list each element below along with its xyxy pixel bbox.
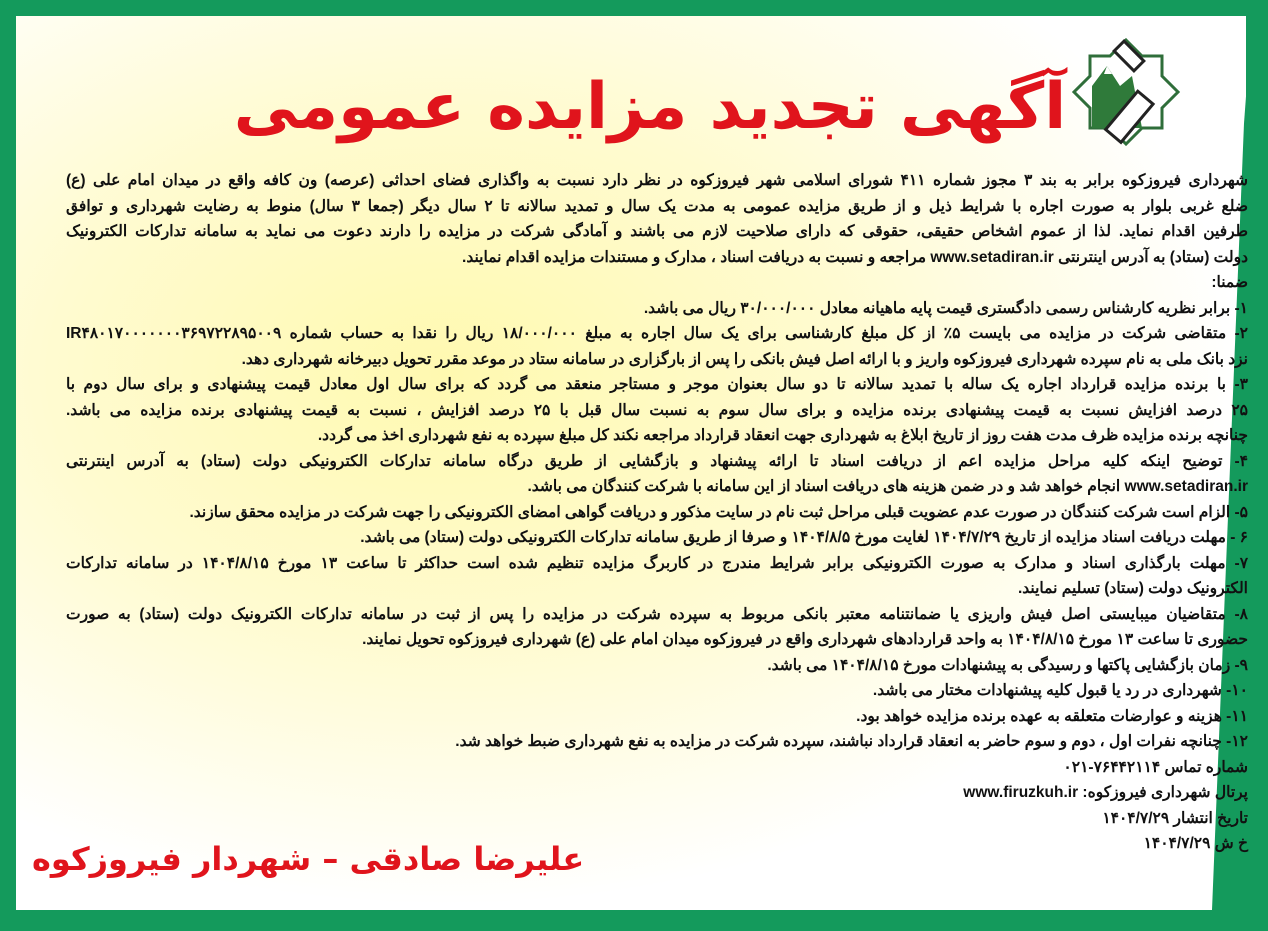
notice-line: چنانچه برنده مزایده ظرف مدت هفت روز از تاریخ ابلاغ به شهرداری جهت انعقاد قرارداد مراجعه نکند کل مبلغ سپرده به نفع شهرداری اخذ می گردد. [317,427,1248,444]
notice-line: ۷- مهلت بارگذاری اسناد و مدارک به صورت الکترونیکی برابر شرایط مندرج در کاربرگ مزایده تنظیم شده است حداکثر تا ساعت ۱۳ مورخ ۱۴۰۴/۸/۱۵ در سامانه تدارکات [66,554,1249,572]
notice-line: ۸- متقاضیان میبایستی اصل فیش واریزی یا ضمانتنامه معتبر بانکی مربوط به سپرده شرکت در مزایده را پس از ثبت در سامانه تدارکات الکترونیک دولت (ستاد) به صورت [66,605,1248,623]
notice-line: نزد بانک ملی به نام سپرده شهرداری فیروزکوه واریز و با ارائه اصل فیش بانکی را پس از بارگزاری در سامانه ستاد در موعد مقرر تحویل دبیرخانه شهرداری دهد. [241,350,1248,368]
notice-line: دولت (ستاد) به آدرس اینترنتی www.setadiran.ir مراجعه و نسبت به دریافت اسناد ، مدارک و مستندات مزایده اقدام نمایند. [462,248,1248,266]
notice-line: ۱۲- چنانچه نفرات اول ، دوم و سوم حاضر به انعقاد قرارداد نباشند، سپرده شرکت در مزایده به نفع شهرداری ضبط خواهد شد. [455,733,1248,750]
notice-line: ۶ - مهلت دریافت اسناد مزایده از تاریخ ۱۴۰۴/۷/۲۹ لغایت مورخ ۱۴۰۴/۸/۵ و صرفا از طریق سامانه تدارکات الکترونیکی دولت (ستاد) می باشد. [360,529,1248,546]
notice-line: ۵- الزام است شرکت کنندگان در صورت عدم عضویت قبلی مراحل ثبت نام در سایت مذکور و دریافت گواهی امضای الکترونیکی را جهت شرکت در مزایده محقق سازند. [189,503,1248,521]
notice-line: پرتال شهرداری فیروزکوه: www.firuzkuh.ir [963,784,1248,801]
notice-line: www.setadiran.ir انجام خواهد شد و در ضمن هزینه های دریافت اسناد از این سامانه با شرکت کنندگان می باشد. [527,478,1248,495]
notice-line: ۹- زمان بازگشایی پاکتها و رسیدگی به پیشنهادات مورخ ۱۴۰۴/۸/۱۵ می باشد. [767,656,1248,674]
notice-line: شهرداری فیروزکوه برابر به بند ۳ مجوز شماره ۴۱۱ شورای اسلامی شهر فیروزکوه در نظر دارد نسبت به واگذاری فضای احداثی (عرصه) ون کافه واقع در میدان امام علی (ع) [66,172,1248,189]
notice-line: خ ش ۱۴۰۴/۷/۲۹ [1143,835,1248,852]
notice-title: آگهی تجدید مزایده عمومی [233,70,1067,144]
notice-line: ۴- توضیح اینکه کلیه مراحل مزایده اعم از دریافت اسناد تا ارائه پیشنهاد و بازگشایی از طریق درگاه سامانه تدارکات الکترونیکی دولت (ستاد) به آدرس اینترنتی [66,452,1248,470]
mayor-signature: علیرضا صادقی – شهردار فیروزکوه [32,840,585,878]
notice-line: ضمنا: [1211,274,1248,291]
notice-line: حضوری تا ساعت ۱۳ مورخ ۱۴۰۴/۸/۱۵ به واحد قراردادهای شهرداری واقع در فیروزکوه میدان امام علی (ع) شهرداری فیروزکوه تحویل نمایند. [362,631,1248,648]
notice-line: تاریخ انتشار ۱۴۰۴/۷/۲۹ [1102,809,1248,827]
notice-line: ۱۰- شهرداری در رد یا قبول کلیه پیشنهادات مختار می باشد. [872,682,1248,699]
notice-body [66,168,1248,857]
notice-line: طرفین اقدام نماید. لذا از عموم اشخاص حقیقی، حقوقی که دارای صلاحیت لازم می باشند و آمادگی شرکت در مزایده را دارند دعوت می نماید به سامانه تدارکات الکترونیک [66,223,1248,240]
notice-line: الکترونیک دولت (ستاد) تسلیم نمایند. [1017,580,1248,597]
notice-line: ۳- با برنده مزایده قرارداد اجاره یک ساله با تمدید سالانه تا دو سال بعنوان موجر و مستاجر منعقد می گردد که برای سال اول معادل قیمت پیشنهادی و برای سال دوم با [66,376,1248,393]
notice-line: ۲۵ درصد افزایش نسبت به قیمت پیشنهادی برنده مزایده و برای سال سوم به نسبت سال قبل با ۲۵ درصد افزایش ، نسبت به قیمت پیشنهادی برنده مزایده می باشد. [66,401,1248,419]
notice-line: شماره تماس ۷۶۴۴۲۱۱۴-۰۲۱ [1063,758,1248,776]
notice-line: ۱- برابر نظریه کارشناس رسمی دادگستری قیمت پایه ماهیانه معادل ۳۰/۰۰۰/۰۰۰ ریال می باشد. [643,299,1248,317]
notice-line: ۱۱- هزینه و عوارضات متعلقه به عهده برنده مزایده خواهد بود. [856,707,1248,725]
notice-line: ۲- متقاضی شرکت در مزایده می بایست ۵٪ از کل مبلغ کارشناسی برای یک سال اجاره به مبلغ ۱۸/۰۰۰/۰۰۰ ریال را نقدا به حساب شماره IR۴۸۰۱۷۰۰۰۰۰۰۰۳۶۹۷۲۲۸۹۵۰۰۹ [66,325,1248,342]
notice-line: ضلع غربی بلوار به صورت اجاره با شرایط ذیل و از طریق مزایده عمومی به مدت یک سال و تمدید سالانه تا ۲ سال دیگر (جمعا ۳ سال) منوط به رضایت شهرداری و توافق [66,197,1248,215]
